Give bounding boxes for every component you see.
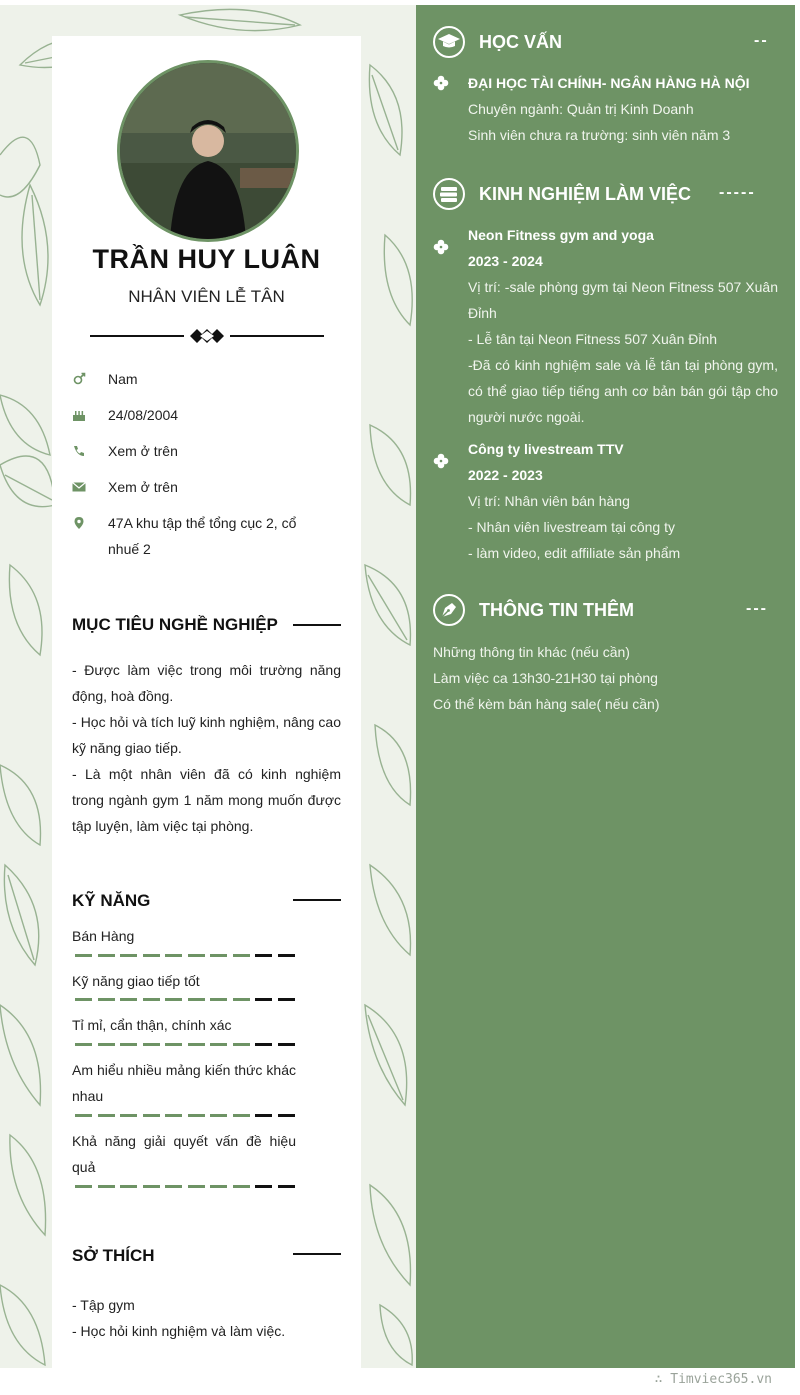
additional-line: Làm việc ca 13h30-21H30 tại phòng [433,670,658,686]
additional-line: Những thông tin khác (nếu cần) [433,644,630,660]
additional-section-icon [433,594,465,626]
education-title: HỌC VẤN [479,32,563,52]
skill-bar-segment [255,954,272,957]
skill-bar [75,1185,295,1188]
gender-icon [72,372,86,386]
skill-bar-segment [165,1114,182,1117]
skill-bar-segment [143,954,160,957]
job-line: - Nhân viên livestream tại công ty [468,519,675,535]
career-goal-line: - Được làm việc trong môi trường năng động, hoà đồng. [72,662,341,704]
hobbies-title: SỞ THÍCH [72,1246,155,1265]
job-line: - làm video, edit affiliate sản phẩm [468,545,681,561]
additional-dash: --- [746,600,768,617]
skill-name: Kỹ năng giao tiếp tốt [72,973,200,989]
flower-bullet-icon [433,239,449,255]
additional-block [433,639,778,717]
job-company: Neon Fitness gym and yoga [468,227,654,243]
skill-bar-segment [278,954,295,957]
hobby-item: - Học hỏi kinh nghiệm và làm việc. [72,1323,286,1339]
skill-name: Tỉ mỉ, cẩn thận, chính xác [72,1017,232,1033]
additional-title: THÔNG TIN THÊM [479,600,634,620]
birthday-cake-icon [72,408,86,422]
skill-bar-segment [98,1185,115,1188]
skill-bar-segment [120,954,137,957]
skill-bar-segment [278,1043,295,1046]
skill-bar-segment [255,998,272,1001]
job-company: Công ty livestream TTV [468,441,624,457]
phone-icon [72,444,86,458]
career-goal-title: MỤC TIÊU NGHỀ NGHIỆP [72,615,278,634]
job-period: 2023 - 2024 [468,253,543,269]
skill-bar [75,1043,295,1046]
skill-bar-segment [278,998,295,1001]
experience-dash: ----- [719,184,756,201]
education-section-icon [433,26,465,58]
job-block [468,436,778,566]
skill-bar-segment [233,1043,250,1046]
map-pin-icon [72,516,86,530]
skill-bar-segment [75,1114,92,1117]
contact-email: Xem ở trên [72,474,342,500]
hobby-item: - Tập gym [72,1297,135,1313]
skills-title: KỸ NĂNG [72,891,151,910]
skill-bar-segment [255,1185,272,1188]
hobbies-rule [293,1253,341,1255]
skill-bar-segment [210,998,227,1001]
skills-rule [293,899,341,901]
career-goal-line: - Học hỏi và tích luỹ kinh nghiệm, nâng cao kỹ năng giao tiếp. [72,714,341,756]
skill-bar-segment [188,1043,205,1046]
skill-bar-segment [75,998,92,1001]
skill-bar-segment [98,998,115,1001]
skill-bar-segment [210,1185,227,1188]
diamond-ornament-icon [190,329,224,343]
contact-birthday: 24/08/2004 [72,402,342,428]
career-goal-rule [293,624,341,626]
flower-bullet-icon [433,75,449,91]
skill-bar-segment [210,1043,227,1046]
pen-nib-icon [435,596,463,624]
skill-bar-segment [233,954,250,957]
skill-bar-segment [255,1043,272,1046]
skill-bar-segment [255,1114,272,1117]
job-line: -Đã có kinh nghiệm sale và lễ tân tại phòng gym, có thể giao tiếp tiếng anh cơ bản bán gói tập cho người nước ngoài. [468,357,778,425]
skill-bar-segment [233,1114,250,1117]
skill-bar-segment [278,1185,295,1188]
contact-address: 47A khu tập thể tổng cục 2, cổ nhuế 2 [72,510,342,562]
additional-line: Có thể kèm bán hàng sale( nếu cần) [433,696,660,712]
skill-bar-segment [210,1114,227,1117]
experience-title: KINH NGHIỆM LÀM VIỆC [479,184,692,204]
envelope-icon [72,480,86,494]
skill-bar-segment [98,1043,115,1046]
profile-photo-icon [120,63,296,239]
flower-bullet-icon [433,453,449,469]
education-line: Sinh viên chưa ra trường: sinh viên năm 3 [468,127,731,143]
education-dash: -- [754,32,769,49]
skill-bar-segment [75,1043,92,1046]
skill-bar-segment [278,1114,295,1117]
skill-bar-segment [120,1114,137,1117]
skill-bar-segment [143,998,160,1001]
job-block [468,222,778,430]
books-icon [435,180,463,208]
career-goal-text [72,657,341,839]
school-name: ĐẠI HỌC TÀI CHÍNH- NGÂN HÀNG HÀ NỘI [468,75,750,91]
skill-bar-segment [188,998,205,1001]
experience-section-icon [433,178,465,210]
skill-bar-segment [143,1043,160,1046]
skill-bar [75,1114,295,1117]
career-goal-line: - Là một nhân viên đã có kinh nghiệm trong ngành gym 1 năm mong muốn được tập luyện, làm việc tại phòng. [72,766,341,834]
education-block [468,70,788,148]
skill-bar-segment [210,954,227,957]
job-line: - Lễ tân tại Neon Fitness 507 Xuân Đỉnh [468,331,718,347]
skill-bar-segment [98,1114,115,1117]
skill-bar-segment [143,1185,160,1188]
contact-phone: Xem ở trên [72,438,342,464]
skill-name: Bán Hàng [72,928,135,944]
education-line: Chuyên ngành: Quản trị Kinh Doanh [468,101,694,117]
skill-bar-segment [233,998,250,1001]
footer-brand[interactable]: ∴ Timviec365.vn [654,1372,772,1387]
skill-bar-segment [120,1185,137,1188]
graduation-cap-icon [435,28,463,56]
skill-bar [75,998,295,1001]
skill-bar-segment [188,1185,205,1188]
skill-bar-segment [165,1043,182,1046]
job-period: 2022 - 2023 [468,467,543,483]
skill-bar-segment [233,1185,250,1188]
name-divider [90,329,324,343]
hobbies-list [72,1292,341,1344]
skill-bar-segment [75,954,92,957]
skill-bar-segment [188,1114,205,1117]
candidate-position: NHÂN VIÊN LỄ TÂN [128,287,285,306]
skill-bar [75,954,295,957]
contact-gender: Nam [72,366,342,392]
skill-bar-segment [143,1114,160,1117]
skill-name: Khả năng giải quyết vấn đề hiệu quả [72,1133,296,1175]
skill-name: Am hiểu nhiều mảng kiến thức khác nhau [72,1062,296,1104]
avatar [117,60,299,242]
job-line: Vị trí: -sale phòng gym tại Neon Fitness 507 Xuân Đỉnh [468,279,778,321]
skill-bar-segment [188,954,205,957]
skill-bar-segment [165,998,182,1001]
job-line: Vị trí: Nhân viên bán hàng [468,493,630,509]
skill-bar-segment [165,954,182,957]
candidate-name: TRẦN HUY LUÂN [92,244,321,274]
skill-bar-segment [120,1043,137,1046]
skill-bar-segment [75,1185,92,1188]
skill-bar-segment [165,1185,182,1188]
skill-bar-segment [120,998,137,1001]
skill-bar-segment [98,954,115,957]
